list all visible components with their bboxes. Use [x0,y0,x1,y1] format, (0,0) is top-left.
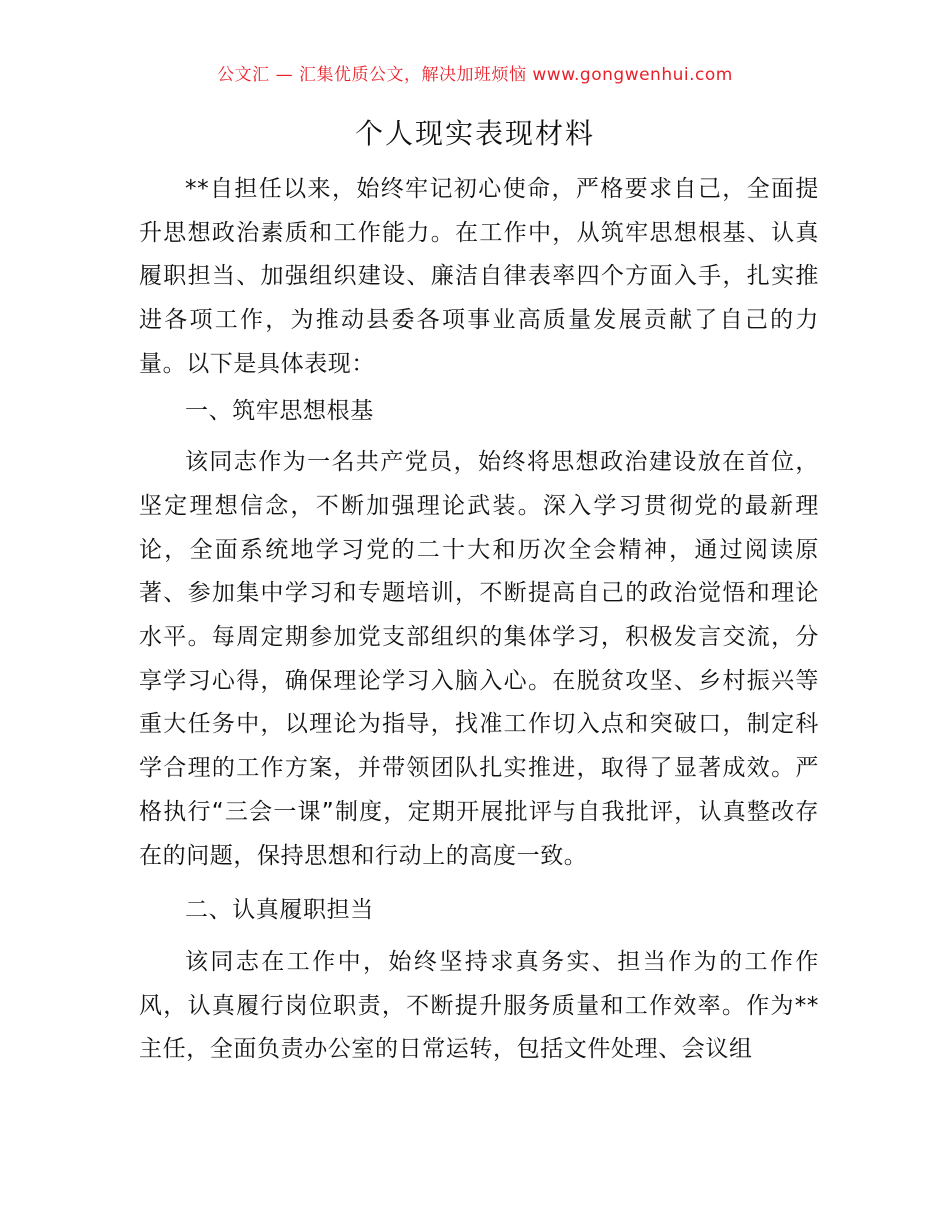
intro-paragraph: **自担任以来，始终牢记初心使命，严格要求自己，全面提升思想政治素质和工作能力。在工作中，从筑牢思想根基、认真履职担当、加强组织建设、廉洁自律表率四个方面入手，扎实推进各项工作，为推动县委各项事业高质量发展贡献了自己的力量。以下是具体表现： [139,176,819,377]
document-body [139,168,819,1072]
document-title: 个人现实表现材料 [354,117,595,150]
section-1-paragraph: 该同志作为一名共产党员，始终将思想政治建设放在首位，坚定理想信念，不断加强理论武装。深入学习贯彻党的最新理论，全面系统地学习党的二十大和历次全会精神，通过阅读原著、参加集中学习和专题培训，不断提高自己的政治觉悟和理论水平。每周定期参加党支部组织的集体学习，积极发言交流，分享学习心得，确保理论学习入脑入心。在脱贫攻坚、乡村振兴等重大任务中，以理论为指导，找准工作切入点和突破口，制定科学合理的工作方案，并带领团队扎实推进，取得了显著成效。严格执行“三会一课”制度，定期开展批评与自我批评，认真整改存在的问题，保持思想和行动上的高度一致。 [139,449,819,869]
section-2-heading: 二、认真履职担当 [185,897,374,924]
section-2-paragraph: 该同志在工作中，始终坚持求真务实、担当作为的工作作风，认真履行岗位职责，不断提升服务质量和工作效率。作为**主任，全面负责办公室的日常运转，包括文件处理、会议组 [139,948,819,1063]
site-banner: 公文汇 — 汇集优质公文，解决加班烦恼 www.gongwenhui.com [217,65,733,85]
section-1-heading: 一、筑牢思想根基 [185,397,374,424]
